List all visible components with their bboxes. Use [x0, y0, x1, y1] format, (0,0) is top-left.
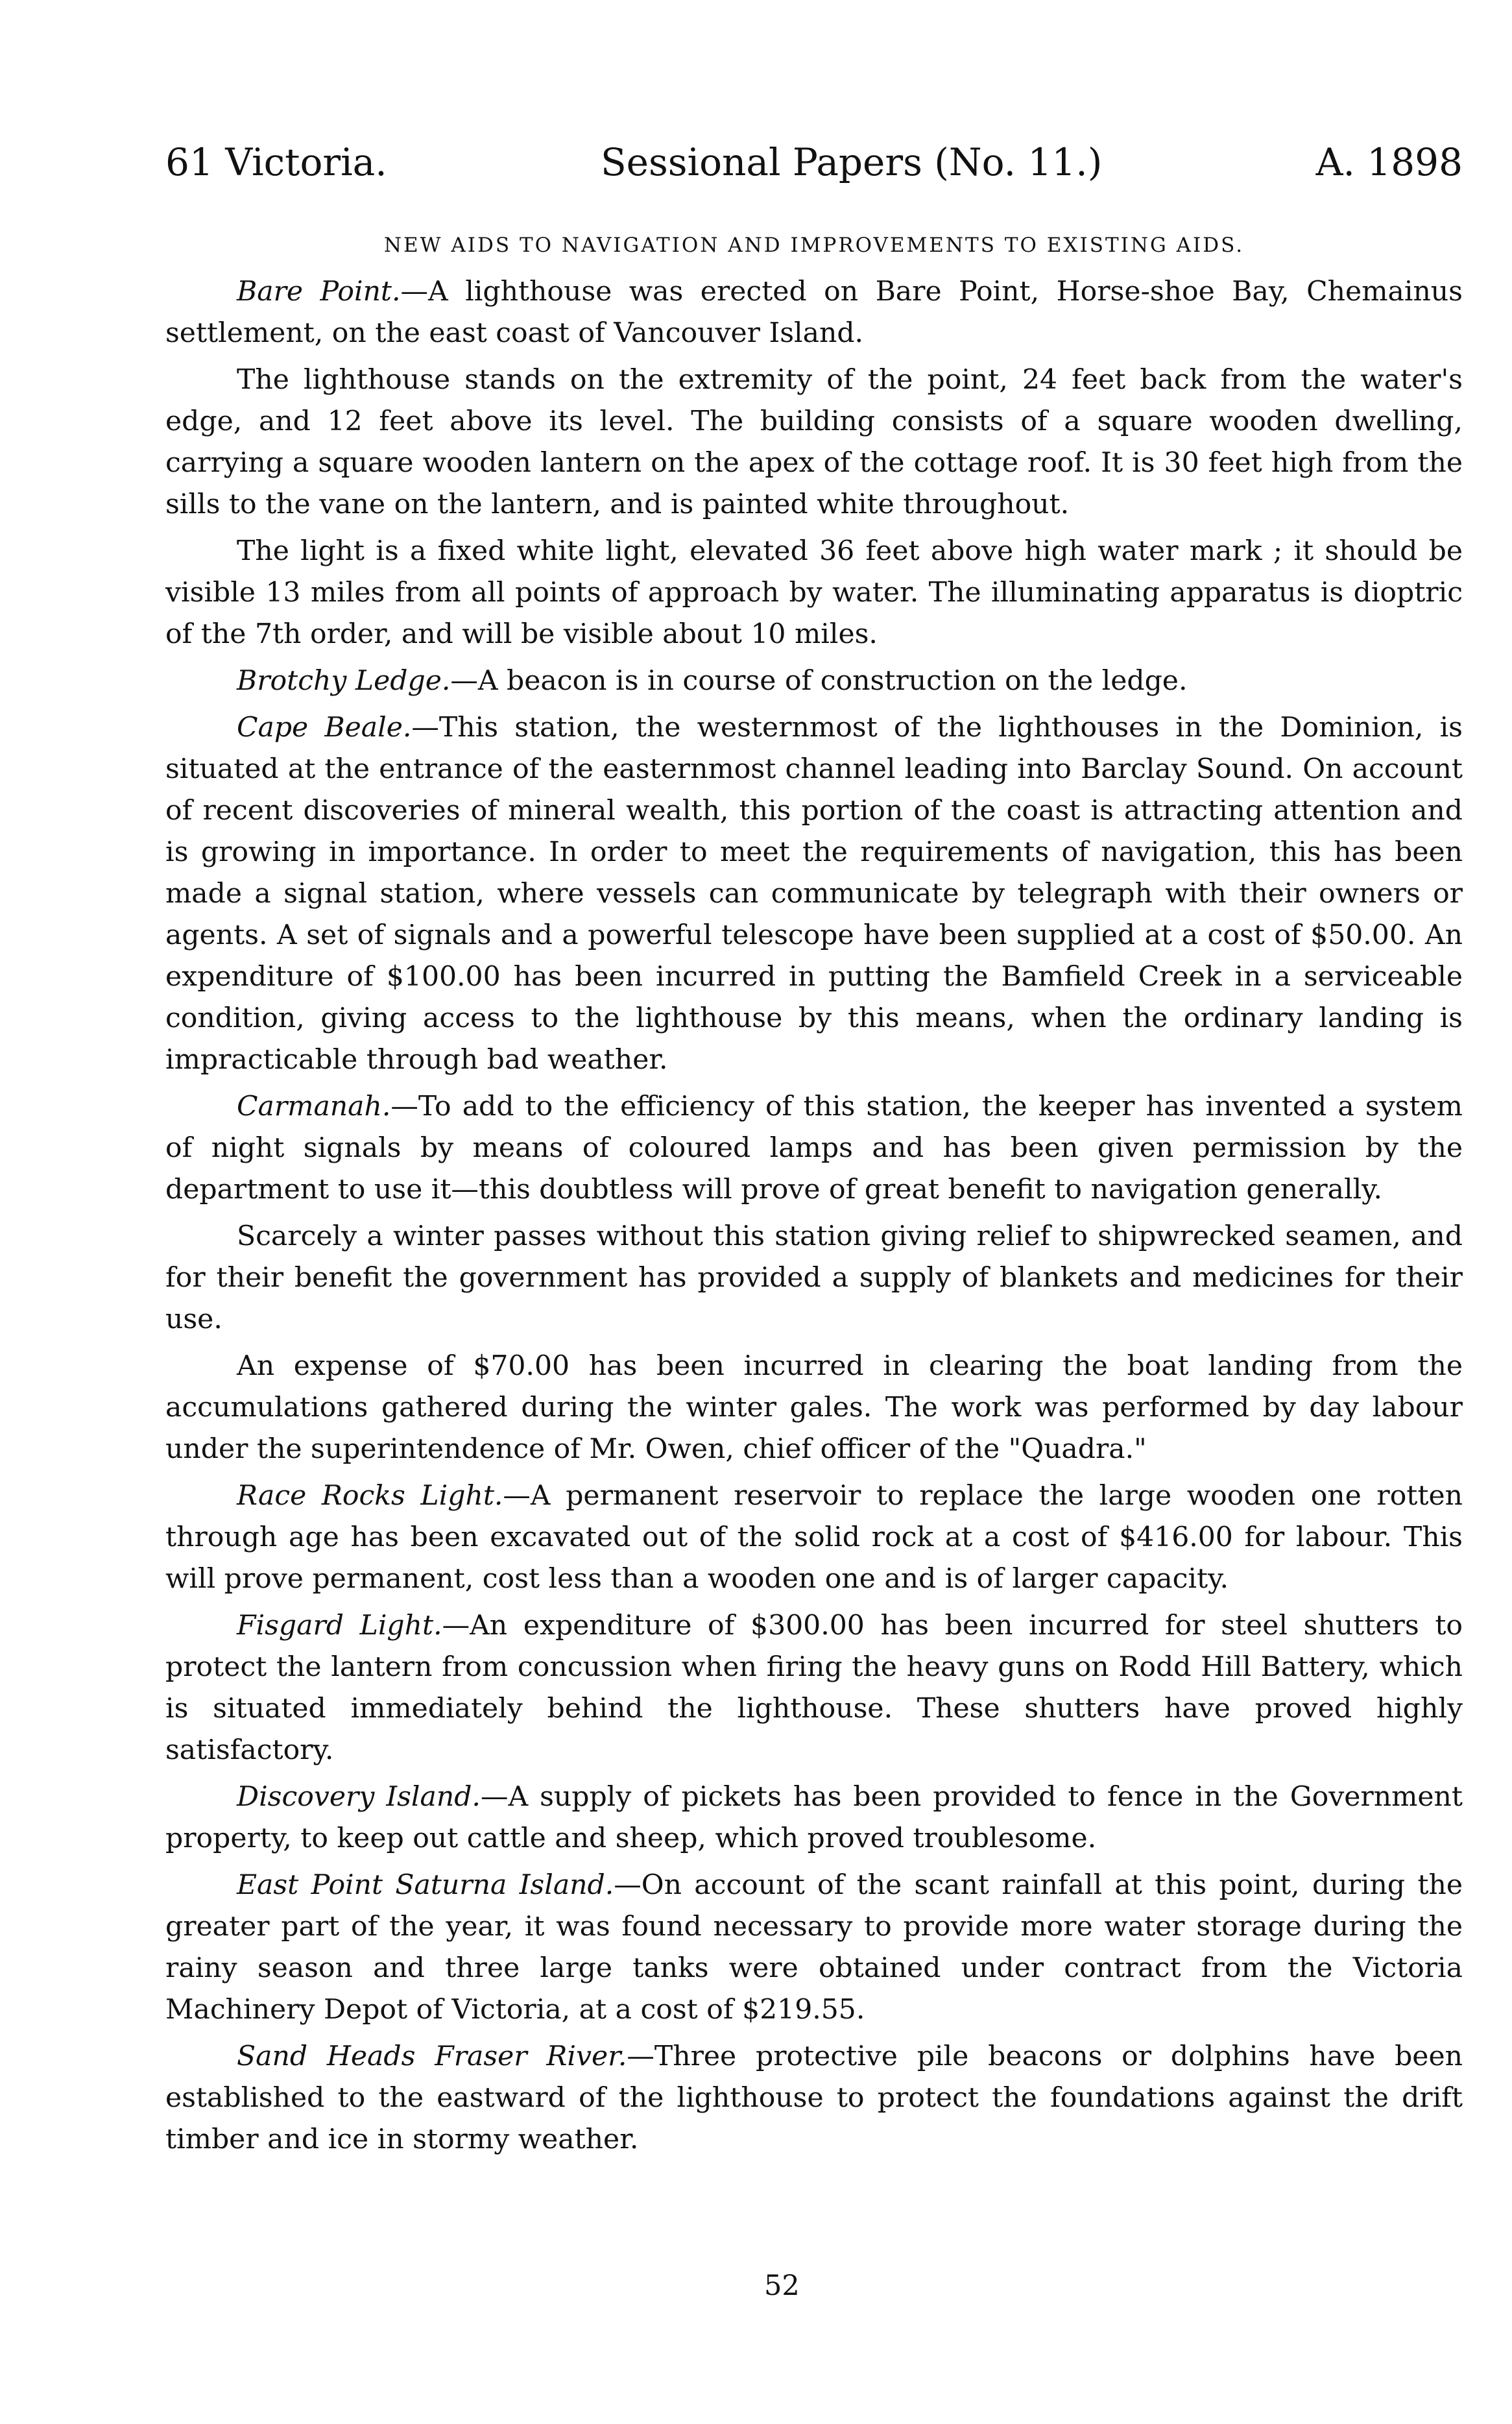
paragraph-title: East Point Saturna Island.	[237, 1869, 614, 1901]
paragraph-discovery-island	[165, 1776, 1463, 1860]
paragraph-text: The light is a fixed white light, elevated 36 feet above high water mark ; it should be visible 13 miles from all points of approach by water. The illuminating apparatus is dioptric of the 7th order, and will be visible about 10 miles.	[165, 535, 1463, 650]
paragraph-text: —To add to the efficiency of this station, the keeper has invented a system of night signals by means of coloured lamps and has been given permission by the department to use it—this doubtless will prove of great benefit to navigation generally.	[165, 1091, 1463, 1206]
paragraph-title: Fisgard Light.	[237, 1610, 442, 1642]
paragraph-boat-landing	[165, 1346, 1463, 1470]
paragraph-east-point	[165, 1865, 1463, 2031]
paragraph-title: Sand Heads Fraser River.	[237, 2041, 627, 2072]
running-header	[165, 136, 1463, 188]
paragraph-title: Cape Beale.	[237, 712, 412, 744]
header-year: A. 1898	[1315, 140, 1463, 184]
paragraph-text: The lighthouse stands on the extremity of the point, 24 feet back from the water's edge, and 12 feet above its level. The building consists of a square wooden dwelling, carrying a square wooden lantern on the apex of the cottage roof. It is 30 feet high from the sills to the vane on the lantern, and is painted white throughout.	[165, 364, 1463, 520]
paragraph-fisgard	[165, 1605, 1463, 1771]
page-number: 52	[764, 2270, 800, 2302]
paragraph-cape-beale	[165, 707, 1463, 1081]
document-page	[165, 136, 1463, 2166]
paragraph-sand-heads	[165, 2036, 1463, 2161]
paragraph-title: Discovery Island.	[237, 1781, 481, 1813]
paragraph-brotchy-ledge	[165, 661, 1463, 702]
paragraph-text: An expense of $70.00 has been incurred in clearing the boat landing from the accumulations gathered during the winter gales. The work was performed by day labour under the superintendence of Mr. Owen, chief officer of the "Quadra."	[165, 1350, 1463, 1465]
paragraph-race-rocks	[165, 1475, 1463, 1600]
paragraph-text: —A beacon is in course of construction on the ledge.	[450, 665, 1188, 697]
paragraph-shipwrecked-relief	[165, 1216, 1463, 1340]
paragraph-title: Brotchy Ledge.	[237, 665, 451, 697]
paragraph-text: —A lighthouse was erected on Bare Point, Horse-shoe Bay, Chemainus settlement, on the east coast of Vancouver Island.	[165, 276, 1463, 349]
paragraph-title: Carmanah.	[237, 1091, 391, 1122]
paragraph-text: —Three protective pile beacons or dolphins have been established to the eastward of the lighthouse to protect the foundations against the drift timber and ice in stormy weather.	[165, 2041, 1463, 2155]
paragraph-text: —This station, the westernmost of the lighthouses in the Dominion, is situated at the entrance of the easternmost channel leading into Barclay Sound. On account of recent discoveries of mineral wealth, this portion of the coast is attracting attention and is growing in importance. In order to meet the requirements of navigation, this has been made a signal station, where vessels can communicate by telegraph with their owners or agents. A set of signals and a powerful telescope have been supplied at a cost of $50.00. An expenditure of $100.00 has been incurred in putting the Bamfield Creek in a serviceable condition, giving access to the lighthouse by this means, when the ordinary landing is impracticable through bad weather.	[165, 712, 1463, 1076]
paragraph-text: Scarcely a winter passes without this station giving relief to shipwrecked seamen, and for their benefit the government has provided a supply of blankets and medicines for their use.	[165, 1220, 1463, 1335]
section-heading: NEW AIDS TO NAVIGATION AND IMPROVEMENTS TO EXISTING AIDS.	[383, 234, 1245, 257]
paragraph-bare-point	[165, 271, 1463, 354]
paragraph-carmanah	[165, 1086, 1463, 1211]
paragraph-text: —A permanent reservoir to replace the large wooden one rotten through age has been excavated out of the solid rock at a cost of $416.00 for labour. This will prove permanent, cost less than a wooden one and is of larger capacity.	[165, 1480, 1463, 1595]
paragraph-text: —An expenditure of $300.00 has been incurred for steel shutters to protect the lantern from concussion when firing the heavy guns on Rodd Hill Battery, which is situated immediately behind the lighthouse. These shutters have proved highly satisfactory.	[165, 1610, 1463, 1766]
header-title: Sessional Papers (No. 11.)	[600, 140, 1103, 184]
paragraph-light-description	[165, 531, 1463, 655]
paragraph-title: Race Rocks Light.	[237, 1480, 503, 1512]
paragraph-text: —On account of the scant rainfall at this point, during the greater part of the year, it was found necessary to provide more water storage during the rainy season and three large tanks were obtained under contract from the Victoria Machinery Depot of Victoria, at a cost of $219.55.	[165, 1869, 1463, 2026]
paragraph-text: —A supply of pickets has been provided to fence in the Government property, to keep out cattle and sheep, which proved troublesome.	[165, 1781, 1463, 1854]
header-session: 61 Victoria.	[165, 140, 387, 184]
paragraph-lighthouse-description	[165, 359, 1463, 526]
paragraph-title: Bare Point.	[237, 276, 401, 308]
